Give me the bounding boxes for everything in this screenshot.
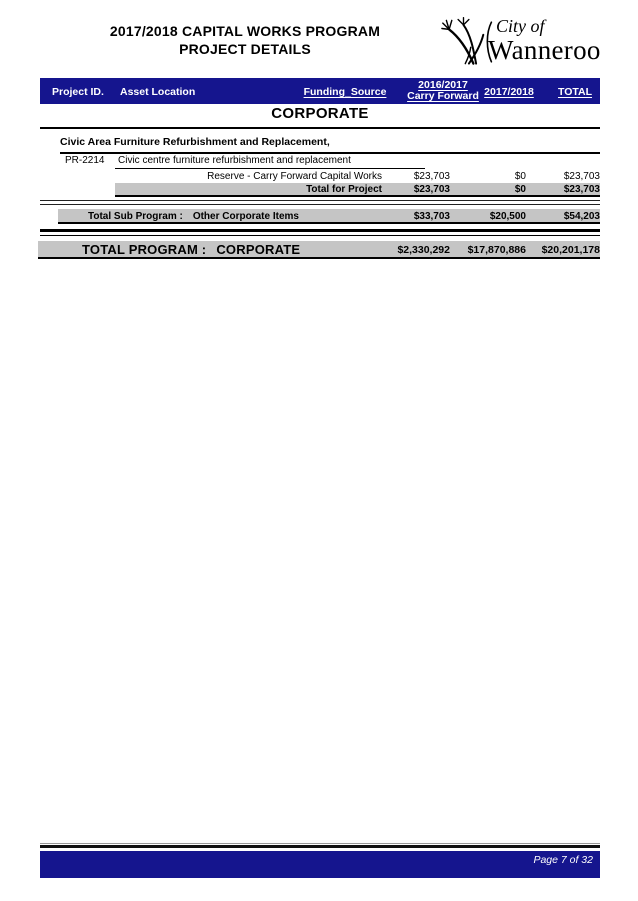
program-total-label [82,241,300,259]
sub-program-total: $54,203 [563,211,600,222]
program-total-year: $17,870,886 [467,244,526,256]
footer-rule-gray [40,843,600,844]
project-total-label: Total for Project [306,184,382,195]
col-project-id: Project ID. [52,86,104,98]
col-carry-forward-line1: 2016/2017 [418,79,468,91]
logo-city-of: City of [496,16,545,36]
kangaroo-paw-icon [441,16,495,68]
sub-program-total-label-value: Other Corporate Items [192,211,299,222]
project-total-row [115,183,600,197]
col-carry-forward-line2: Carry Forward [407,90,479,102]
program-total-carry-forward: $2,330,292 [397,244,450,256]
city-of-wanneroo-logo [441,14,611,68]
col-funding-source: Funding_Source [303,86,387,98]
footer-bar [40,851,600,878]
funding-row [40,171,600,183]
sub-program-carry-forward: $33,703 [413,211,450,222]
project-description-underline [115,168,425,169]
sub-program-heading: Civic Area Furniture Refurbishment and Replacement, [60,136,600,154]
project-row [40,155,600,167]
funding-year-value: $0 [514,171,526,182]
section-divider [40,127,600,129]
project-total-year: $0 [514,184,526,195]
project-id: PR-2214 [65,155,105,166]
col-total: TOTAL [557,86,593,98]
logo-wanneroo: Wanneroo [488,35,601,65]
project-total-total: $23,703 [563,184,600,195]
sub-program-total-label-prefix: Total Sub Program : [88,211,183,222]
funding-total-value: $23,703 [563,171,600,182]
sub-program-separator-line-2 [40,204,600,205]
program-total-label-prefix: TOTAL PROGRAM : [82,242,207,257]
sub-program-separator-line-1 [40,200,600,201]
doc-title [88,22,402,58]
col-asset-location: Asset Location [120,86,196,98]
table-header-bar [40,78,600,104]
footer-rule [40,845,600,848]
program-total-total: $20,201,178 [541,244,600,256]
program-separator-rule [40,229,600,236]
project-asset-location: Civic centre furniture refurbishment and replacement [118,155,351,166]
funding-carry-forward-value: $23,703 [413,171,450,182]
sub-program-total-label [88,209,299,224]
page-number: Page 7 of 32 [533,854,593,866]
funding-source-label: Reserve - Carry Forward Capital Works [207,171,382,182]
sub-program-year: $20,500 [489,211,526,222]
doc-title-line1: 2017/2018 CAPITAL WORKS PROGRAM [109,23,381,39]
col-2017-2018: 2017/2018 [484,86,534,98]
program-total-row [38,241,600,259]
project-total-carry-forward: $23,703 [413,184,450,195]
doc-title-line2: PROJECT DETAILS [179,41,311,57]
sub-program-total-row [58,209,600,224]
section-title-corporate: CORPORATE [271,105,369,122]
program-total-label-value: CORPORATE [216,242,301,257]
